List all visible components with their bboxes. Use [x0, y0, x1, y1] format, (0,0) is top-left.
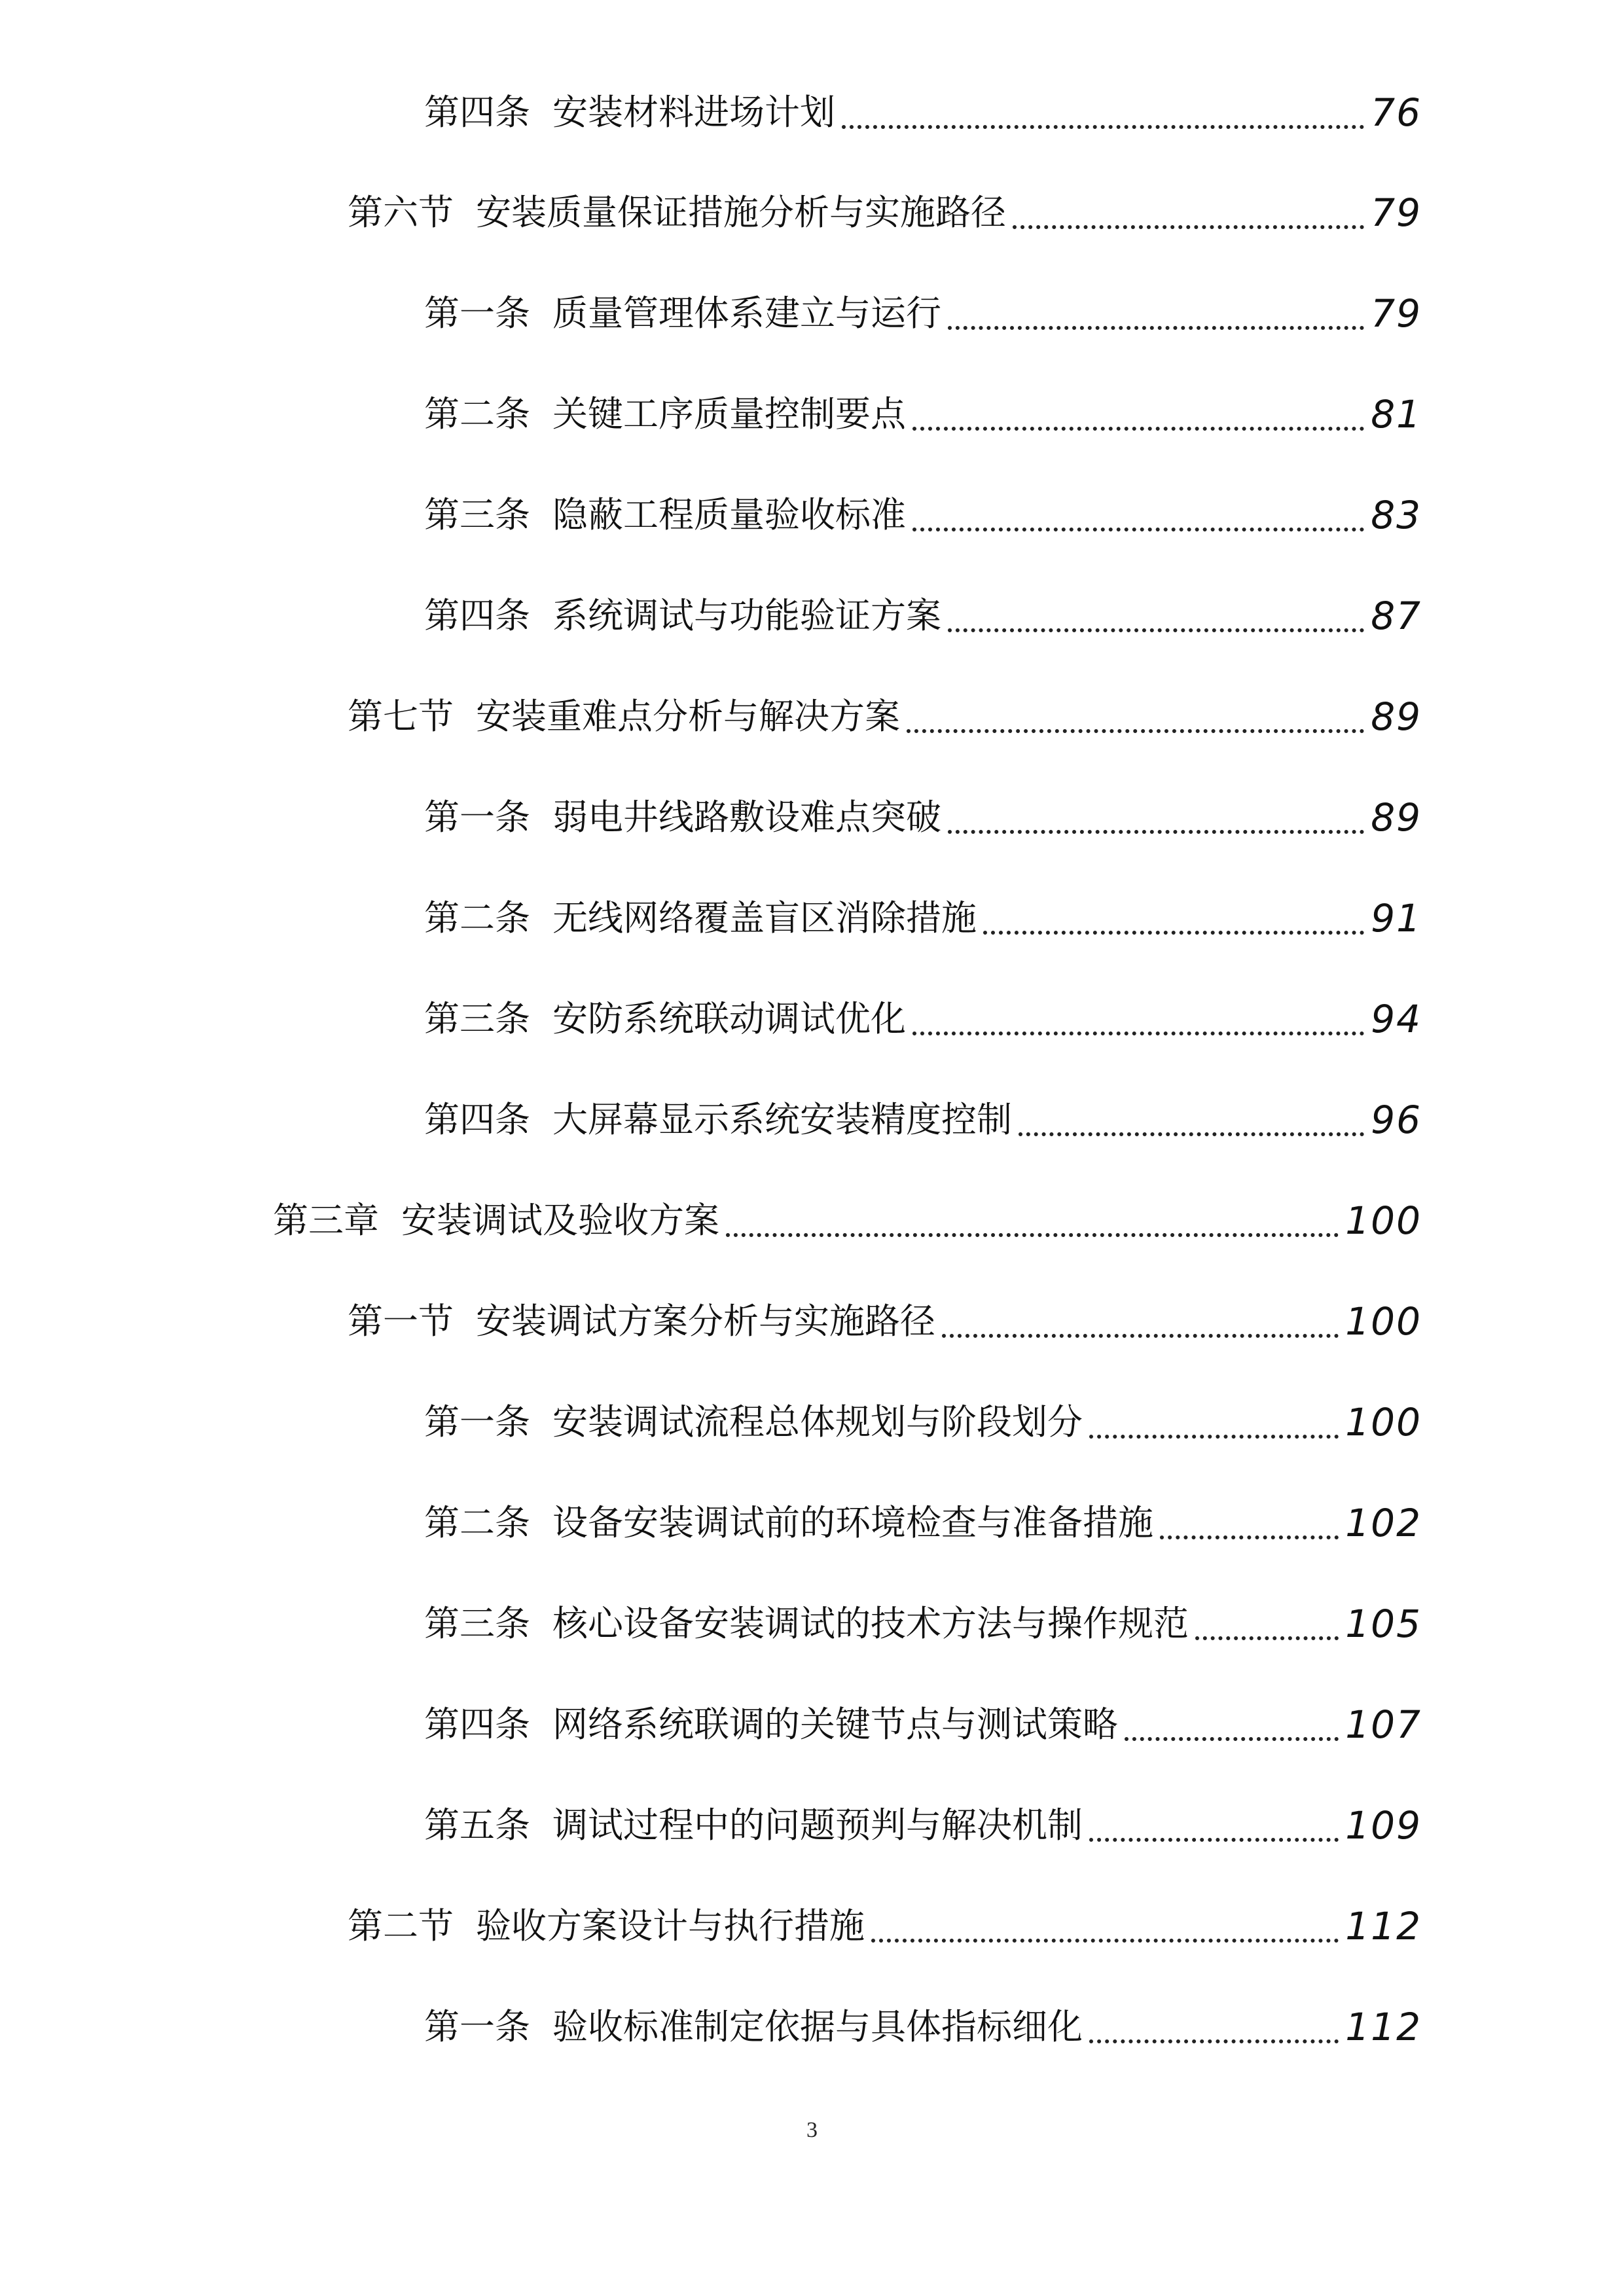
toc-entry-number: 第一条	[424, 1401, 530, 1443]
toc-entry-label	[424, 1603, 1189, 1644]
toc-entry-number: 第一条	[424, 2006, 530, 2047]
toc-entry-page: 100	[1345, 1198, 1422, 1243]
toc-entry-title: 质量管理体系建立与运行	[552, 293, 941, 334]
toc-entry[interactable]	[424, 1591, 1422, 1657]
toc-dot-leader	[1089, 1838, 1339, 1842]
toc-dot-leader	[948, 326, 1364, 330]
toc-dot-leader	[907, 729, 1364, 733]
toc-dot-leader	[1019, 1132, 1364, 1136]
toc-entry-label	[424, 897, 977, 939]
toc-entry-page: 76	[1371, 90, 1422, 135]
toc-entry-title: 安装重难点分析与解决方案	[476, 696, 900, 737]
toc-entry[interactable]	[424, 1087, 1422, 1153]
toc-entry-number: 第七节	[348, 696, 454, 737]
toc-entry-number: 第四条	[424, 92, 530, 133]
toc-entry[interactable]	[424, 1390, 1422, 1455]
toc-entry-number: 第三条	[424, 998, 530, 1039]
toc-entry-page: 91	[1371, 896, 1422, 941]
toc-entry-label	[424, 494, 906, 535]
toc-entry[interactable]	[348, 684, 1422, 749]
toc-entry[interactable]	[273, 1188, 1422, 1253]
toc-entry-page: 79	[1371, 190, 1422, 235]
toc-entry-label	[348, 696, 900, 737]
toc-entry-label	[424, 1704, 1118, 1745]
toc-entry-label	[348, 1300, 935, 1342]
toc-dot-leader	[1125, 1737, 1339, 1741]
toc-entry[interactable]	[424, 1490, 1422, 1556]
toc-entry-page: 102	[1345, 1501, 1422, 1545]
toc-entry[interactable]	[424, 886, 1422, 951]
toc-dot-leader	[871, 1939, 1339, 1943]
toc-entry[interactable]	[424, 583, 1422, 649]
toc-dot-leader	[948, 830, 1364, 834]
toc-entry-label	[424, 293, 941, 334]
toc-entry-page: 100	[1345, 1299, 1422, 1344]
toc-entry[interactable]	[424, 482, 1422, 548]
toc-entry[interactable]	[424, 1793, 1422, 1858]
toc-entry-number: 第二条	[424, 897, 530, 939]
toc-entry[interactable]	[348, 180, 1422, 245]
toc-entry-page: 109	[1345, 1803, 1422, 1848]
toc-entry[interactable]	[424, 281, 1422, 346]
toc-entry-page: 89	[1371, 795, 1422, 840]
page-number: 3	[806, 2118, 818, 2142]
toc-entry[interactable]	[424, 382, 1422, 447]
toc-entry-title: 验收标准制定依据与具体指标细化	[552, 2006, 1083, 2047]
toc-entry-label	[424, 595, 941, 636]
toc-dot-leader	[1160, 1535, 1339, 1539]
toc-dot-leader	[842, 125, 1364, 129]
toc-entry-label	[273, 1200, 719, 1241]
toc-entry-number: 第一条	[424, 293, 530, 334]
toc-entry-page: 96	[1371, 1098, 1422, 1142]
toc-entry-label	[424, 1804, 1083, 1846]
toc-dot-leader	[948, 628, 1364, 632]
toc-entry-page: 79	[1371, 291, 1422, 336]
toc-entry-number: 第二条	[424, 1502, 530, 1543]
toc-entry-page: 100	[1345, 1400, 1422, 1444]
toc-entry-page: 112	[1345, 1904, 1422, 1948]
toc-entry-title: 安装调试流程总体规划与阶段划分	[552, 1401, 1083, 1443]
toc-entry-title: 关键工序质量控制要点	[552, 393, 906, 435]
toc-entry[interactable]	[424, 986, 1422, 1052]
toc-dot-leader	[942, 1334, 1339, 1338]
toc-entry-title: 调试过程中的问题预判与解决机制	[552, 1804, 1083, 1846]
toc-entry-title: 安装调试及验收方案	[401, 1200, 719, 1241]
toc-entry-title: 设备安装调试前的环境检查与准备措施	[552, 1502, 1153, 1543]
toc-entry-label	[424, 2006, 1083, 2047]
toc-entry-title: 网络系统联调的关键节点与测试策略	[552, 1704, 1118, 1745]
toc-entry-label	[424, 797, 941, 838]
toc-entry[interactable]	[424, 1994, 1422, 2060]
toc-entry-title: 核心设备安装调试的技术方法与操作规范	[552, 1603, 1189, 1644]
toc-entry-number: 第三章	[273, 1200, 379, 1241]
toc-entry-page: 105	[1345, 1602, 1422, 1646]
toc-dot-leader	[983, 931, 1364, 935]
toc-entry[interactable]	[348, 1289, 1422, 1354]
toc-entry-page: 107	[1345, 1702, 1422, 1747]
toc-entry-label	[424, 998, 906, 1039]
toc-entry-page: 83	[1371, 493, 1422, 537]
toc-entry-title: 无线网络覆盖盲区消除措施	[552, 897, 977, 939]
toc-entry-label	[424, 92, 835, 133]
toc-entry-number: 第一节	[348, 1300, 454, 1342]
toc-entry-title: 弱电井线路敷设难点突破	[552, 797, 941, 838]
toc-dot-leader	[912, 528, 1364, 531]
toc-entry-title: 安防系统联动调试优化	[552, 998, 906, 1039]
toc-entry-number: 第四条	[424, 595, 530, 636]
toc-entry-number: 第一条	[424, 797, 530, 838]
toc-entry-page: 89	[1371, 694, 1422, 739]
toc-dot-leader	[912, 427, 1364, 431]
toc-dot-leader	[1013, 225, 1364, 229]
toc-entry-number: 第六节	[348, 192, 454, 233]
toc-entry-title: 安装材料进场计划	[552, 92, 835, 133]
toc-entry-page: 87	[1371, 594, 1422, 638]
toc-entry-title: 安装质量保证措施分析与实施路径	[476, 192, 1006, 233]
toc-entry-number: 第三条	[424, 1603, 530, 1644]
toc-entry-number: 第四条	[424, 1704, 530, 1745]
toc-entry-label	[424, 1099, 1012, 1140]
toc-entry-title: 安装调试方案分析与实施路径	[476, 1300, 935, 1342]
toc-entry-title: 大屏幕显示系统安装精度控制	[552, 1099, 1012, 1140]
toc-entry-label	[424, 1502, 1153, 1543]
toc-entry-page: 94	[1371, 997, 1422, 1041]
toc-entry[interactable]	[424, 785, 1422, 850]
toc-entry-page: 81	[1371, 392, 1422, 437]
toc-entry-label	[348, 192, 1006, 233]
toc-entry[interactable]	[424, 80, 1422, 145]
toc-entry-number: 第三条	[424, 494, 530, 535]
toc-entry-title: 隐蔽工程质量验收标准	[552, 494, 906, 535]
toc-entry-label	[424, 1401, 1083, 1443]
toc-dot-leader	[726, 1233, 1339, 1237]
toc-entry-number: 第二条	[424, 393, 530, 435]
toc-entry[interactable]	[348, 1893, 1422, 1959]
toc-dot-leader	[1089, 2039, 1339, 2043]
toc-entry-title: 验收方案设计与执行措施	[476, 1905, 865, 1946]
toc-entry-title: 系统调试与功能验证方案	[552, 595, 941, 636]
toc-entry-number: 第二节	[348, 1905, 454, 1946]
toc-dot-leader	[912, 1031, 1364, 1035]
toc-entry-number: 第五条	[424, 1804, 530, 1846]
toc-entry[interactable]	[424, 1692, 1422, 1757]
toc-entry-number: 第四条	[424, 1099, 530, 1140]
toc-entry-page: 112	[1345, 2005, 1422, 2049]
toc-dot-leader	[1195, 1636, 1339, 1640]
toc-entry-label	[424, 393, 906, 435]
toc-entry-label	[348, 1905, 865, 1946]
toc-dot-leader	[1089, 1435, 1339, 1439]
